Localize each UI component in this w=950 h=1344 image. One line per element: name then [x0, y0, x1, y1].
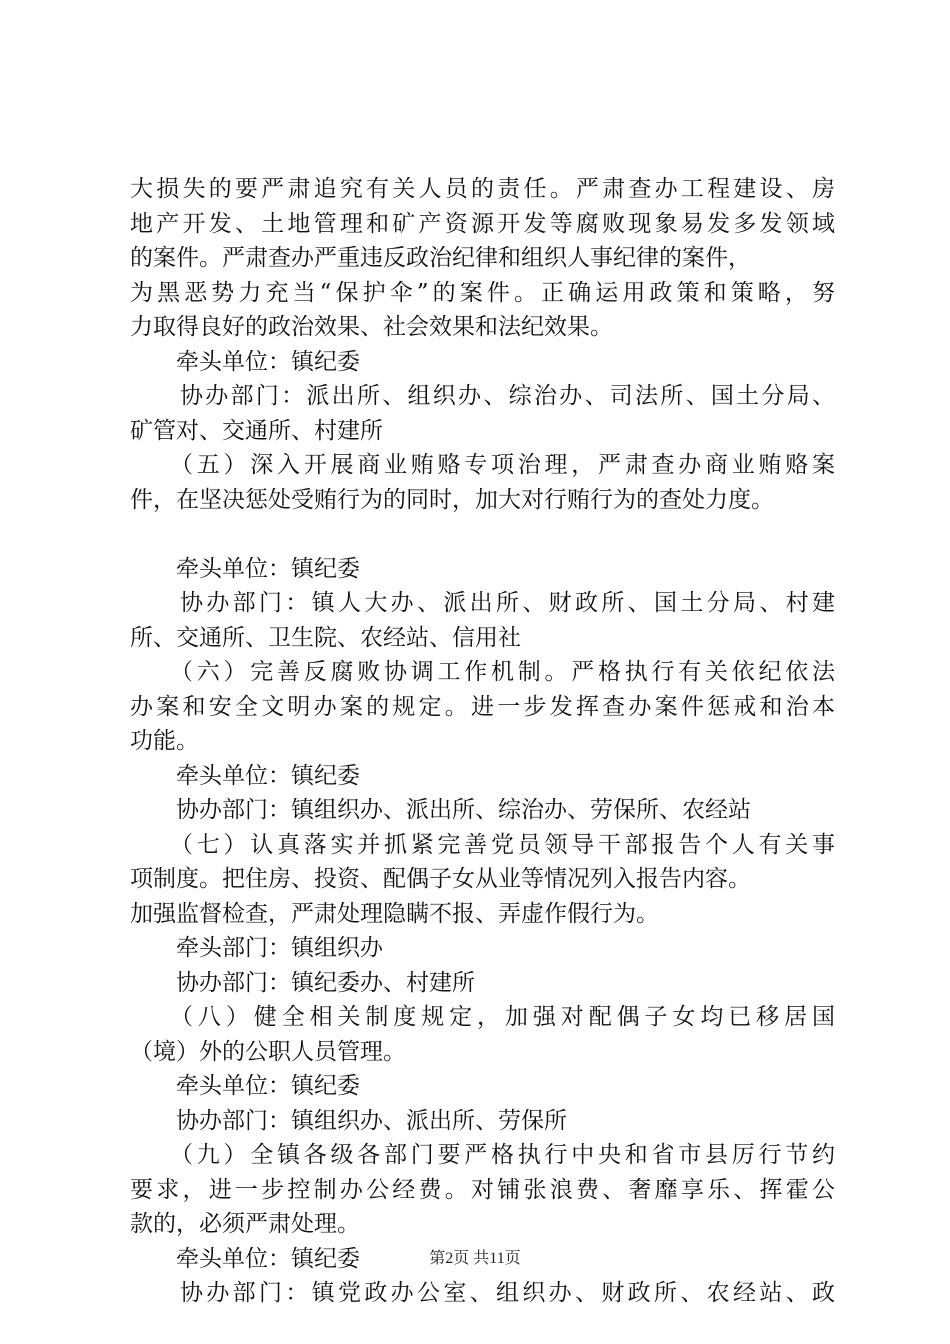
lead-unit-line: 牵头单位：镇纪委: [176, 762, 360, 789]
lead-unit-line: 牵头部门：镇组织办: [176, 935, 383, 961]
lead-unit-line: 牵头单位：镇纪委: [176, 555, 360, 582]
body-line: 款的，必须严肃处理。: [130, 1211, 360, 1237]
body-line: 所、交通所、卫生院、农经站、信用社: [130, 624, 521, 651]
assist-dept-line: 协办部门：镇人大办、派出所、财政所、国土分局、村建: [180, 590, 835, 616]
assist-dept-line: 协办部门：派出所、组织办、综治办、司法所、国土分局、: [180, 383, 835, 409]
lead-unit-line: 牵头单位：镇纪委: [176, 348, 360, 375]
body-line: 矿管对、交通所、村建所: [130, 417, 383, 444]
section-heading: （九）全镇各级各部门要严格执行中央和省市县厉行节约: [170, 1142, 835, 1168]
body-line: 项制度。把住房、投资、配偶子女从业等情况列入报告内容。: [130, 866, 751, 892]
body-line: 要求，进一步控制办公经费。对铺张浪费、奢靡享乐、挥霍公: [130, 1176, 835, 1203]
assist-dept-line: 协办部门：镇党政办公室、组织办、财政所、农经站、政: [180, 1280, 835, 1306]
assist-dept-line: 协办部门：镇纪委办、村建所: [176, 969, 475, 996]
body-line: 办案和安全文明办案的规定。进一步发挥查办案件惩戒和治本: [130, 693, 835, 720]
body-line: 力取得良好的政治效果、社会效果和法纪效果。: [130, 314, 613, 340]
body-line: 功能。: [130, 728, 199, 754]
body-line: 地产开发、土地管理和矿产资源开发等腐败现象易发多发领域: [130, 210, 835, 237]
lead-unit-line: 牵头单位：镇纪委: [176, 1245, 360, 1272]
body-line: 的案件。严肃查办严重违反政治纪律和组织人事纪律的案件，: [130, 245, 751, 271]
body-line: 大损失的要严肃追究有关人员的责任。严肃查办工程建设、房: [130, 176, 835, 202]
section-heading: （五）深入开展商业贿赂专项治理，严肃查办商业贿赂案: [170, 452, 835, 478]
document-body: [130, 172, 835, 1311]
section-heading: （七）认真落实并抓紧完善党员领导干部报告个人有关事: [170, 831, 835, 858]
body-line: （境）外的公职人员管理。: [130, 1038, 406, 1065]
page-number-footer: 第2页 共11页: [429, 1250, 521, 1267]
assist-dept-line: 协办部门：镇组织办、派出所、综治办、劳保所、农经站: [176, 797, 751, 823]
assist-dept-line: 协办部门：镇组织办、派出所、劳保所: [176, 1107, 567, 1134]
body-line: 为黑恶势力充当“保护伞”的案件。正确运用政策和策略，努: [130, 279, 835, 306]
body-line: 件，在坚决惩处受贿行为的同时，加大对行贿行为的查处力度。: [130, 486, 774, 513]
blank-line: [130, 517, 835, 552]
section-heading: （八）健全相关制度规定，加强对配偶子女均已移居国: [170, 1004, 835, 1030]
section-heading: （六）完善反腐败协调工作机制。严格执行有关依纪依法: [170, 659, 835, 685]
lead-unit-line: 牵头单位：镇纪委: [176, 1073, 360, 1099]
body-line: 加强监督检查，严肃处理隐瞒不报、弄虚作假行为。: [130, 900, 659, 927]
